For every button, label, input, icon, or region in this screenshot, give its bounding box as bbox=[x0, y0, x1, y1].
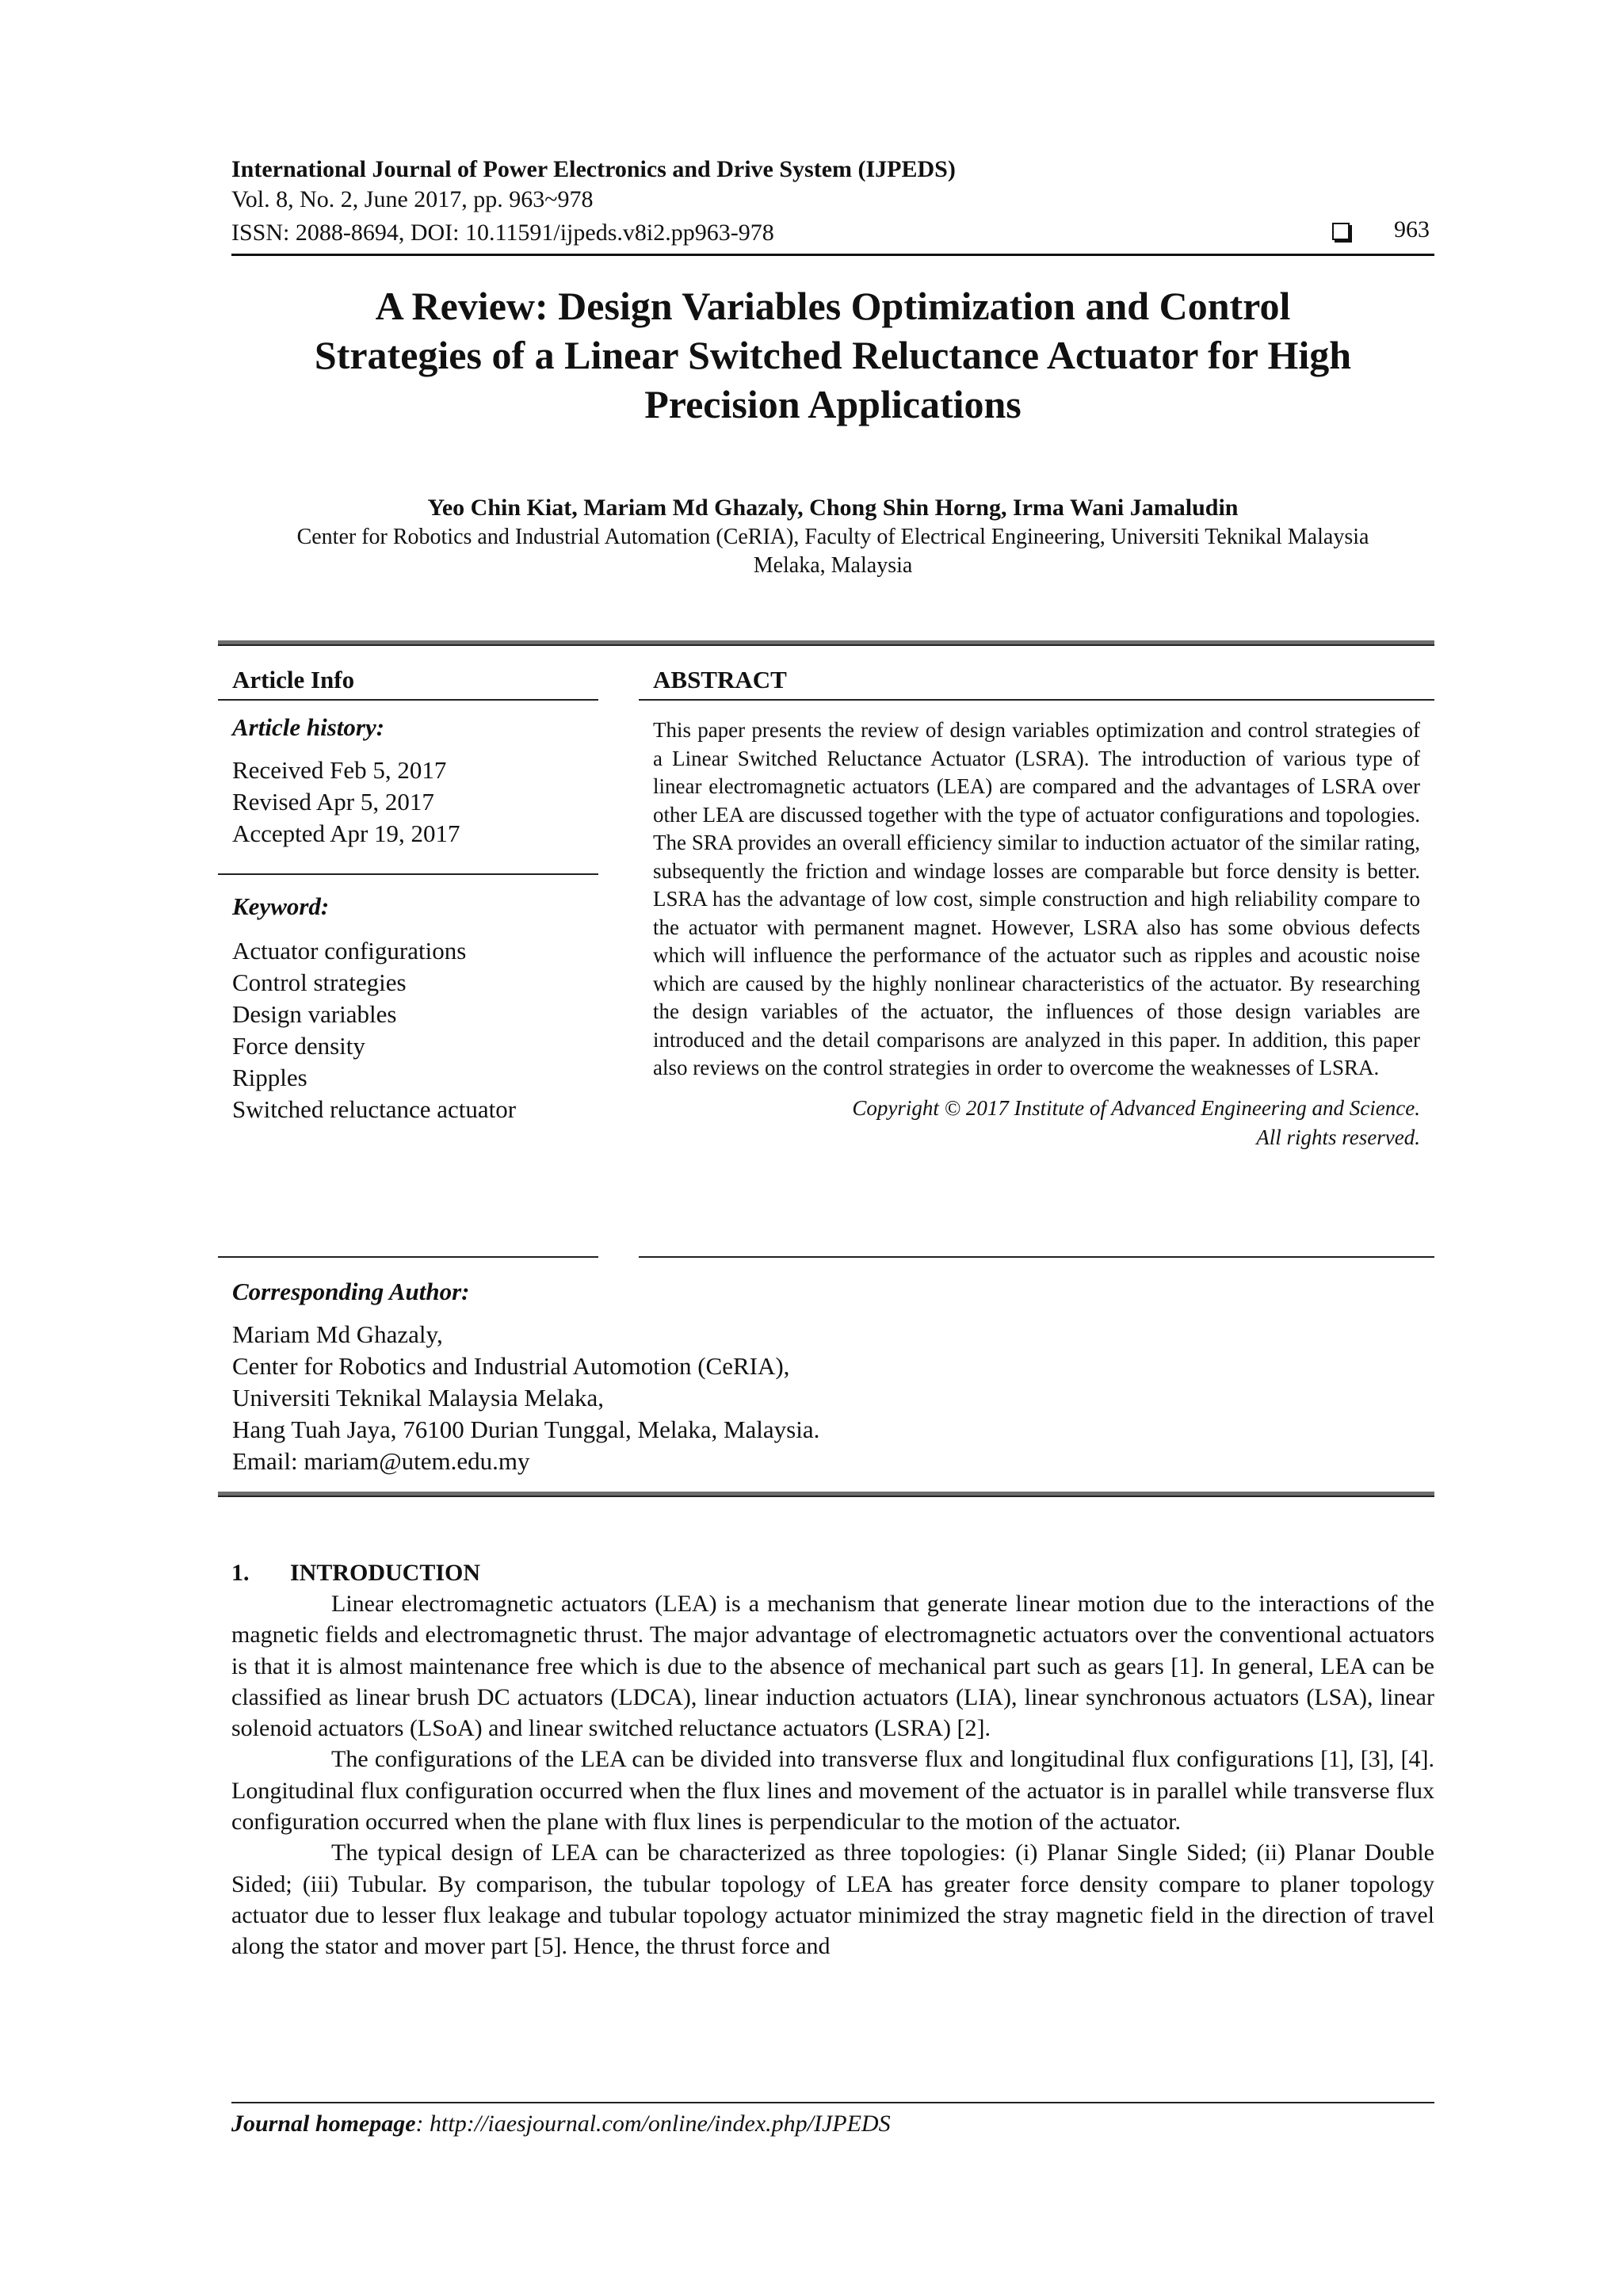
history-revised: Revised Apr 5, 2017 bbox=[232, 788, 434, 816]
history-accepted: Accepted Apr 19, 2017 bbox=[232, 819, 460, 847]
introduction-section bbox=[231, 1557, 1434, 1962]
homepage-label: Journal homepage bbox=[231, 2111, 416, 2137]
keyword-item: Actuator configurations bbox=[232, 937, 467, 965]
corresponding-heading: Corresponding Author: bbox=[232, 1278, 470, 1305]
keyword-item: Control strategies bbox=[232, 968, 407, 996]
page-number-group bbox=[1332, 215, 1434, 245]
article-history-heading: Article history: bbox=[232, 713, 385, 741]
info-right-bottom-rule bbox=[639, 1256, 1434, 1258]
info-box-bottom-rule bbox=[218, 1492, 1434, 1497]
corresponding-line: Hang Tuah Jaya, 76100 Durian Tunggal, Melaka, Malaysia. bbox=[232, 1415, 820, 1443]
title-line: Strategies of a Linear Switched Reluctance Actuator for High bbox=[314, 333, 1352, 377]
history-received: Received Feb 5, 2017 bbox=[232, 756, 447, 784]
section-number: 1. bbox=[231, 1560, 250, 1586]
journal-volume: Vol. 8, No. 2, June 2017, pp. 963~978 bbox=[231, 186, 594, 212]
abstract-heading: ABSTRACT bbox=[639, 664, 1434, 701]
page-number: 963 bbox=[1394, 216, 1430, 243]
keyword-item: Design variables bbox=[232, 1000, 397, 1028]
corresponding-line: Center for Robotics and Industrial Automotion (CeRIA), bbox=[232, 1352, 790, 1380]
corresponding-details bbox=[218, 1319, 1407, 1477]
header-rule bbox=[231, 254, 1434, 256]
copyright-notice bbox=[639, 1094, 1434, 1152]
article-info-heading: Article Info bbox=[218, 664, 598, 701]
corresponding-line: Mariam Md Ghazaly, bbox=[232, 1320, 443, 1348]
corresponding-line: Universiti Teknikal Malaysia Melaka, bbox=[232, 1384, 605, 1412]
homepage-link[interactable]: http://iaesjournal.com/online/index.php/IJPEDS bbox=[430, 2111, 891, 2137]
intro-paragraph: The configurations of the LEA can be divided into transverse flux and longitudinal flux configurations [1], [3], [4]. Longitudinal flux configuration occurred when the flux lines and movement of the actuator is in parallel while transverse flux configuration occurred when the plane with flux lines is perpendicular to the motion of the actuator. bbox=[231, 1746, 1434, 1836]
checkbox-square-icon bbox=[1332, 223, 1350, 240]
journal-name: International Journal of Power Electronics and Drive System (IJPEDS) bbox=[231, 156, 956, 182]
article-info-column bbox=[218, 664, 598, 1125]
keyword-item: Ripples bbox=[232, 1064, 307, 1091]
intro-paragraph: The typical design of LEA can be characterized as three topologies: (i) Planar Single Sided; (ii) Planar Double Sided; (iii) Tubular. By comparison, the tubular topology of LEA has greater force density compare to planer topology actuator due to lesser flux leakage and tubular topology actuator minimized the stray magnetic field in the direction of travel along the stator and mover part [5]. Hence, the thrust force and bbox=[231, 1839, 1434, 1960]
abstract-text: This paper presents the review of design variables optimization and control strategies of a Linear Switched Reluctance Actuator (LSRA). The introduction of various type of linear electromagnetic actuators (LEA) are compared and the advantages of LSRA over other LEA are discussed together with the type of actuator configurations and topologies. The SRA provides an overall efficiency similar to induction actuator of the similar rating, subsequently the friction and windage losses are comparable but force density is better. LSRA has the advantage of low cost, simple construction and high reliability compare to the actuator with permanent magnet. However, LSRA also has some obvious defects which will influence the performance of the actuator such as ripples and acoustic noise which are caused by the highly nonlinear characteristics of the actuator. By researching the design variables of the actuator, the influences of those design variables are introduced and the detail comparisons are analyzed in this paper. In addition, this paper also reviews on the control strategies in order to overcome the weaknesses of LSRA. bbox=[653, 718, 1420, 1079]
info-box-top-rule bbox=[218, 640, 1434, 646]
footer-rule bbox=[231, 2102, 1434, 2103]
keyword-list bbox=[218, 935, 598, 1125]
issn-row bbox=[231, 215, 1434, 248]
intro-paragraph: Linear electromagnetic actuators (LEA) is a mechanism that generate linear motion due to the interactions of the magnetic fields and electromagnetic thrust. The major advantage of electromagnetic actuators over the conventional actuators is that it is almost maintenance free which is due to the absence of mechanical part such as gears [1]. In general, LEA can be classified as linear brush DC actuators (LDCA), linear induction actuators (LIA), linear synchronous actuators (LSA), linear solenoid actuators (LSoA) and linear switched reluctance actuators (LSRA) [2]. bbox=[231, 1591, 1434, 1742]
affiliation-line: Center for Robotics and Industrial Automation (CeRIA), Faculty of Electrical Engineering, Universiti Teknikal Malaysia bbox=[296, 525, 1369, 549]
affiliation-line: Melaka, Malaysia bbox=[753, 553, 913, 578]
section-title: INTRODUCTION bbox=[290, 1560, 481, 1586]
title-line: Precision Applications bbox=[644, 382, 1022, 426]
keyword-item: Switched reluctance actuator bbox=[232, 1095, 517, 1123]
abstract-column bbox=[639, 664, 1434, 1152]
keyword-heading: Keyword: bbox=[232, 892, 330, 920]
journal-header bbox=[231, 155, 1434, 248]
title-line: A Review: Design Variables Optimization and Control bbox=[375, 284, 1291, 328]
info-left-bottom-rule bbox=[218, 1256, 598, 1258]
corresponding-email: Email: mariam@utem.edu.my bbox=[232, 1447, 530, 1475]
copyright-line: Copyright © 2017 Institute of Advanced Engineering and Science. bbox=[852, 1095, 1420, 1120]
copyright-line: All rights reserved. bbox=[1256, 1125, 1420, 1149]
corresponding-author bbox=[218, 1268, 1407, 1477]
homepage-separator: : bbox=[415, 2111, 430, 2137]
paper-affiliation bbox=[231, 523, 1434, 580]
paper-authors: Yeo Chin Kiat, Mariam Md Ghazaly, Chong Shin Horng, Irma Wani Jamaludin bbox=[427, 495, 1239, 521]
article-history bbox=[218, 755, 598, 850]
keyword-item: Force density bbox=[232, 1032, 365, 1060]
introduction-heading bbox=[231, 1557, 1434, 1588]
journal-issn: ISSN: 2088-8694, DOI: 10.11591/ijpeds.v8i2.pp963-978 bbox=[231, 220, 774, 246]
page-footer bbox=[231, 2108, 1434, 2140]
paper-title bbox=[231, 281, 1434, 429]
